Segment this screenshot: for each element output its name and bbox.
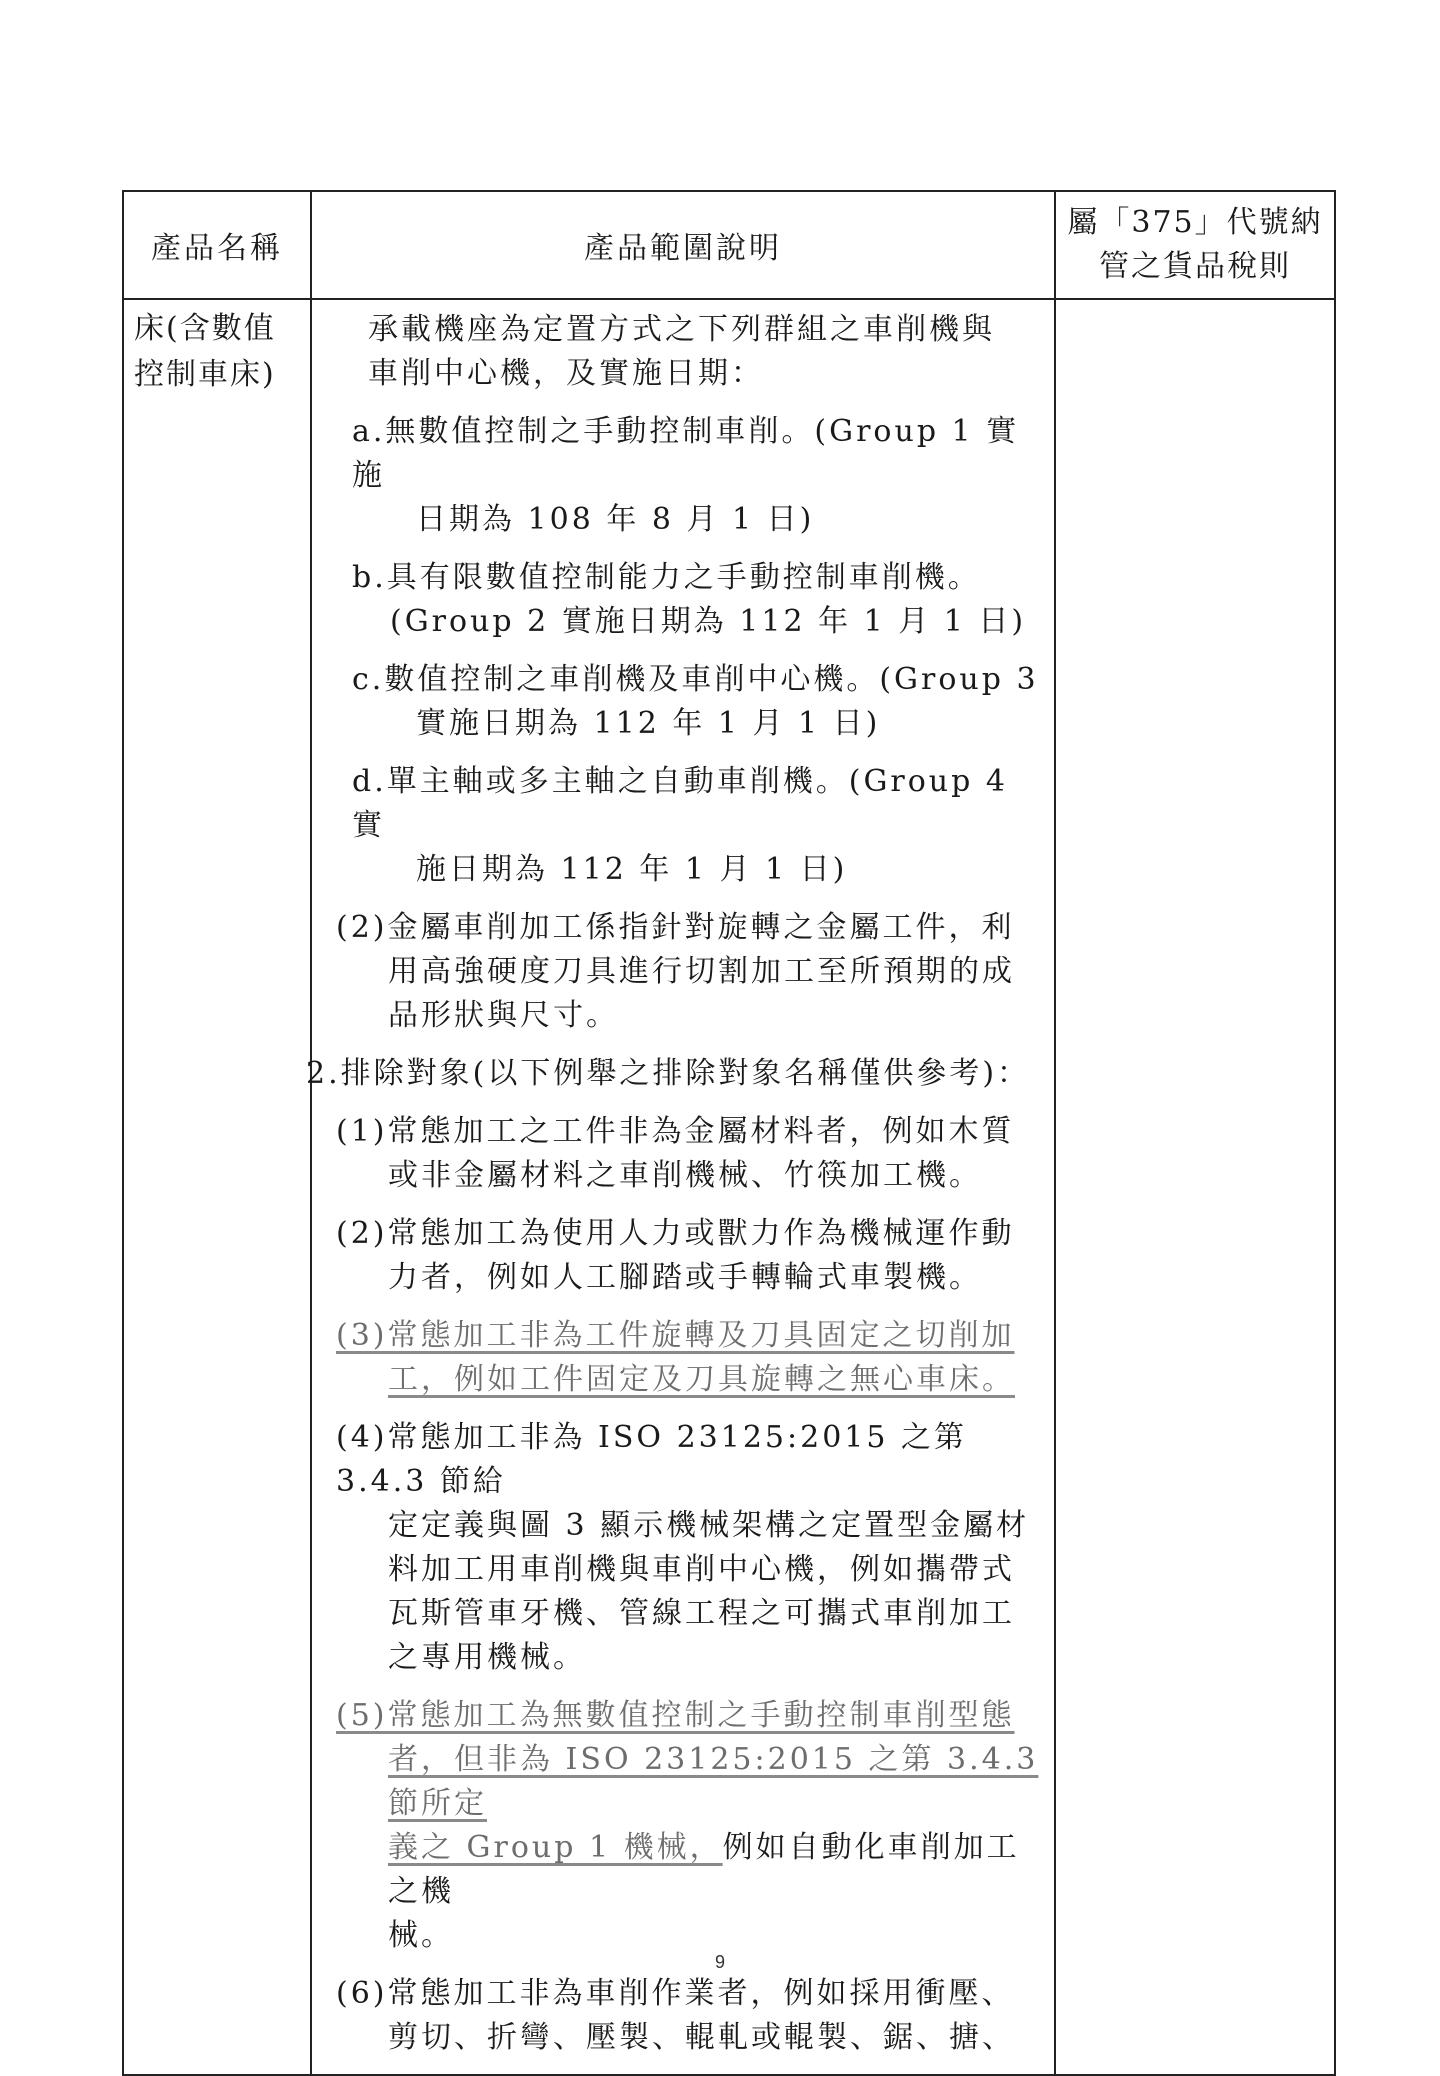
tariff-code-cell <box>1055 299 1335 2075</box>
exclusion-1-line-2: 或非金屬材料之車削機械、竹筷加工機。 <box>388 1158 982 1193</box>
exclusion-item-6 <box>312 1972 1040 2060</box>
exclusion-4-line-4: 瓦斯管車牙機、管線工程之可攜式車削加工 <box>388 1596 1015 1631</box>
exclusion-5-line-4: 械。 <box>388 1918 454 1953</box>
header-product-name: 產品名稱 <box>123 191 311 299</box>
exclusion-4-line-3: 料加工用車削機與車削中心機，例如攜帶式 <box>388 1552 1015 1587</box>
exclusion-6-line-1: (6)常態加工非為車削作業者，例如採用衝壓、 <box>336 1976 1015 2011</box>
product-name-line-2: 控制車床) <box>134 357 276 392</box>
exclusion-item-3 <box>312 1314 1040 1402</box>
group-d-line-1: d.單主軸或多主軸之自動車削機。(Group 4 實 <box>352 764 1008 843</box>
exclusion-3-line-1-revised: (3)常態加工非為工件旋轉及刀具固定之切削加 <box>336 1318 1015 1353</box>
exclusion-5-line-3-revised: 義之 Group 1 機械， <box>388 1830 723 1865</box>
exclusion-3-line-2-revised: 工，例如工件固定及刀具旋轉之無心車床。 <box>388 1362 1015 1397</box>
exclusion-item-2 <box>312 1212 1040 1300</box>
header-tariff-line-1: 屬「375」代號納 <box>1067 205 1323 240</box>
item-2-paragraph <box>312 906 1040 1038</box>
product-name-cell <box>123 299 311 2075</box>
exclusion-1-line-1: (1)常態加工之工件非為金屬材料者，例如木質 <box>336 1114 1015 1149</box>
table-header-row <box>123 191 1335 299</box>
exclusion-item-1 <box>312 1110 1040 1198</box>
intro-paragraph <box>312 308 1040 396</box>
exclusion-5-line-1-revised: (5)常態加工為無數值控制之手動控制車削型態 <box>336 1698 1015 1733</box>
exclusion-4-line-2: 定定義與圖 3 顯示機械架構之定置型金屬材 <box>388 1508 1030 1543</box>
item-2-line-2: 用高強硬度刀具進行切割加工至所預期的成 <box>388 954 1015 989</box>
scope-description-cell <box>306 299 1055 2075</box>
exclusion-5-line-3-rest: 例如自動化車削加工之機 <box>388 1830 1020 1909</box>
group-d-line-2: 施日期為 112 年 1 月 1 日) <box>416 852 848 887</box>
group-c-line-2: 實施日期為 112 年 1 月 1 日) <box>416 706 881 741</box>
exclusion-heading: 2.排除對象(以下例舉之排除對象名稱僅供參考)： <box>306 1056 1031 1091</box>
group-d-item <box>312 760 1040 892</box>
header-tariff-line-2: 管之貨品稅則 <box>1099 249 1291 284</box>
group-b-item <box>312 556 1040 644</box>
group-a-item <box>312 410 1040 542</box>
product-scope-table <box>122 190 1336 2076</box>
group-c-item <box>312 658 1040 746</box>
group-b-line-2: (Group 2 實施日期為 112 年 1 月 1 日) <box>390 604 1027 639</box>
group-a-line-1: a.無數值控制之手動控制車削。(Group 1 實施 <box>352 414 1020 493</box>
item-2-line-1: (2)金屬車削加工係指針對旋轉之金屬工件，利 <box>336 910 1015 945</box>
table-row <box>123 299 1335 2075</box>
intro-line-1: 承載機座為定置方式之下列群組之車削機與 <box>368 312 995 347</box>
group-a-line-2: 日期為 108 年 8 月 1 日) <box>416 502 815 537</box>
page-number: 9 <box>714 1952 725 1972</box>
header-scope-description: 產品範圍說明 <box>311 191 1055 299</box>
group-b-line-1: b.具有限數值控制能力之手動控制車削機。 <box>352 560 981 595</box>
product-name-line-1: 床(含數值 <box>134 311 276 346</box>
exclusion-item-5 <box>312 1694 1040 1958</box>
exclusion-item-4 <box>312 1416 1040 1680</box>
exclusion-6-line-2: 剪切、折彎、壓製、輥軋或輥製、鋸、搪、 <box>388 2020 1015 2055</box>
header-tariff-code <box>1055 191 1335 299</box>
exclusion-2-line-2: 力者，例如人工腳踏或手轉輪式車製機。 <box>388 1260 982 1295</box>
group-c-line-1: c.數值控制之車削機及車削中心機。(Group 3 <box>352 662 1039 697</box>
exclusion-2-line-1: (2)常態加工為使用人力或獸力作為機械運作動 <box>336 1216 1015 1251</box>
exclusion-4-line-1: (4)常態加工非為 ISO 23125:2015 之第 3.4.3 節給 <box>336 1420 967 1499</box>
intro-line-2: 車削中心機，及實施日期： <box>368 356 764 391</box>
exclusion-5-line-2-revised: 者，但非為 ISO 23125:2015 之第 3.4.3 節所定 <box>388 1742 1039 1821</box>
exclusion-4-line-5: 之專用機械。 <box>388 1640 586 1675</box>
item-2-line-3: 品形狀與尺寸。 <box>388 998 619 1033</box>
